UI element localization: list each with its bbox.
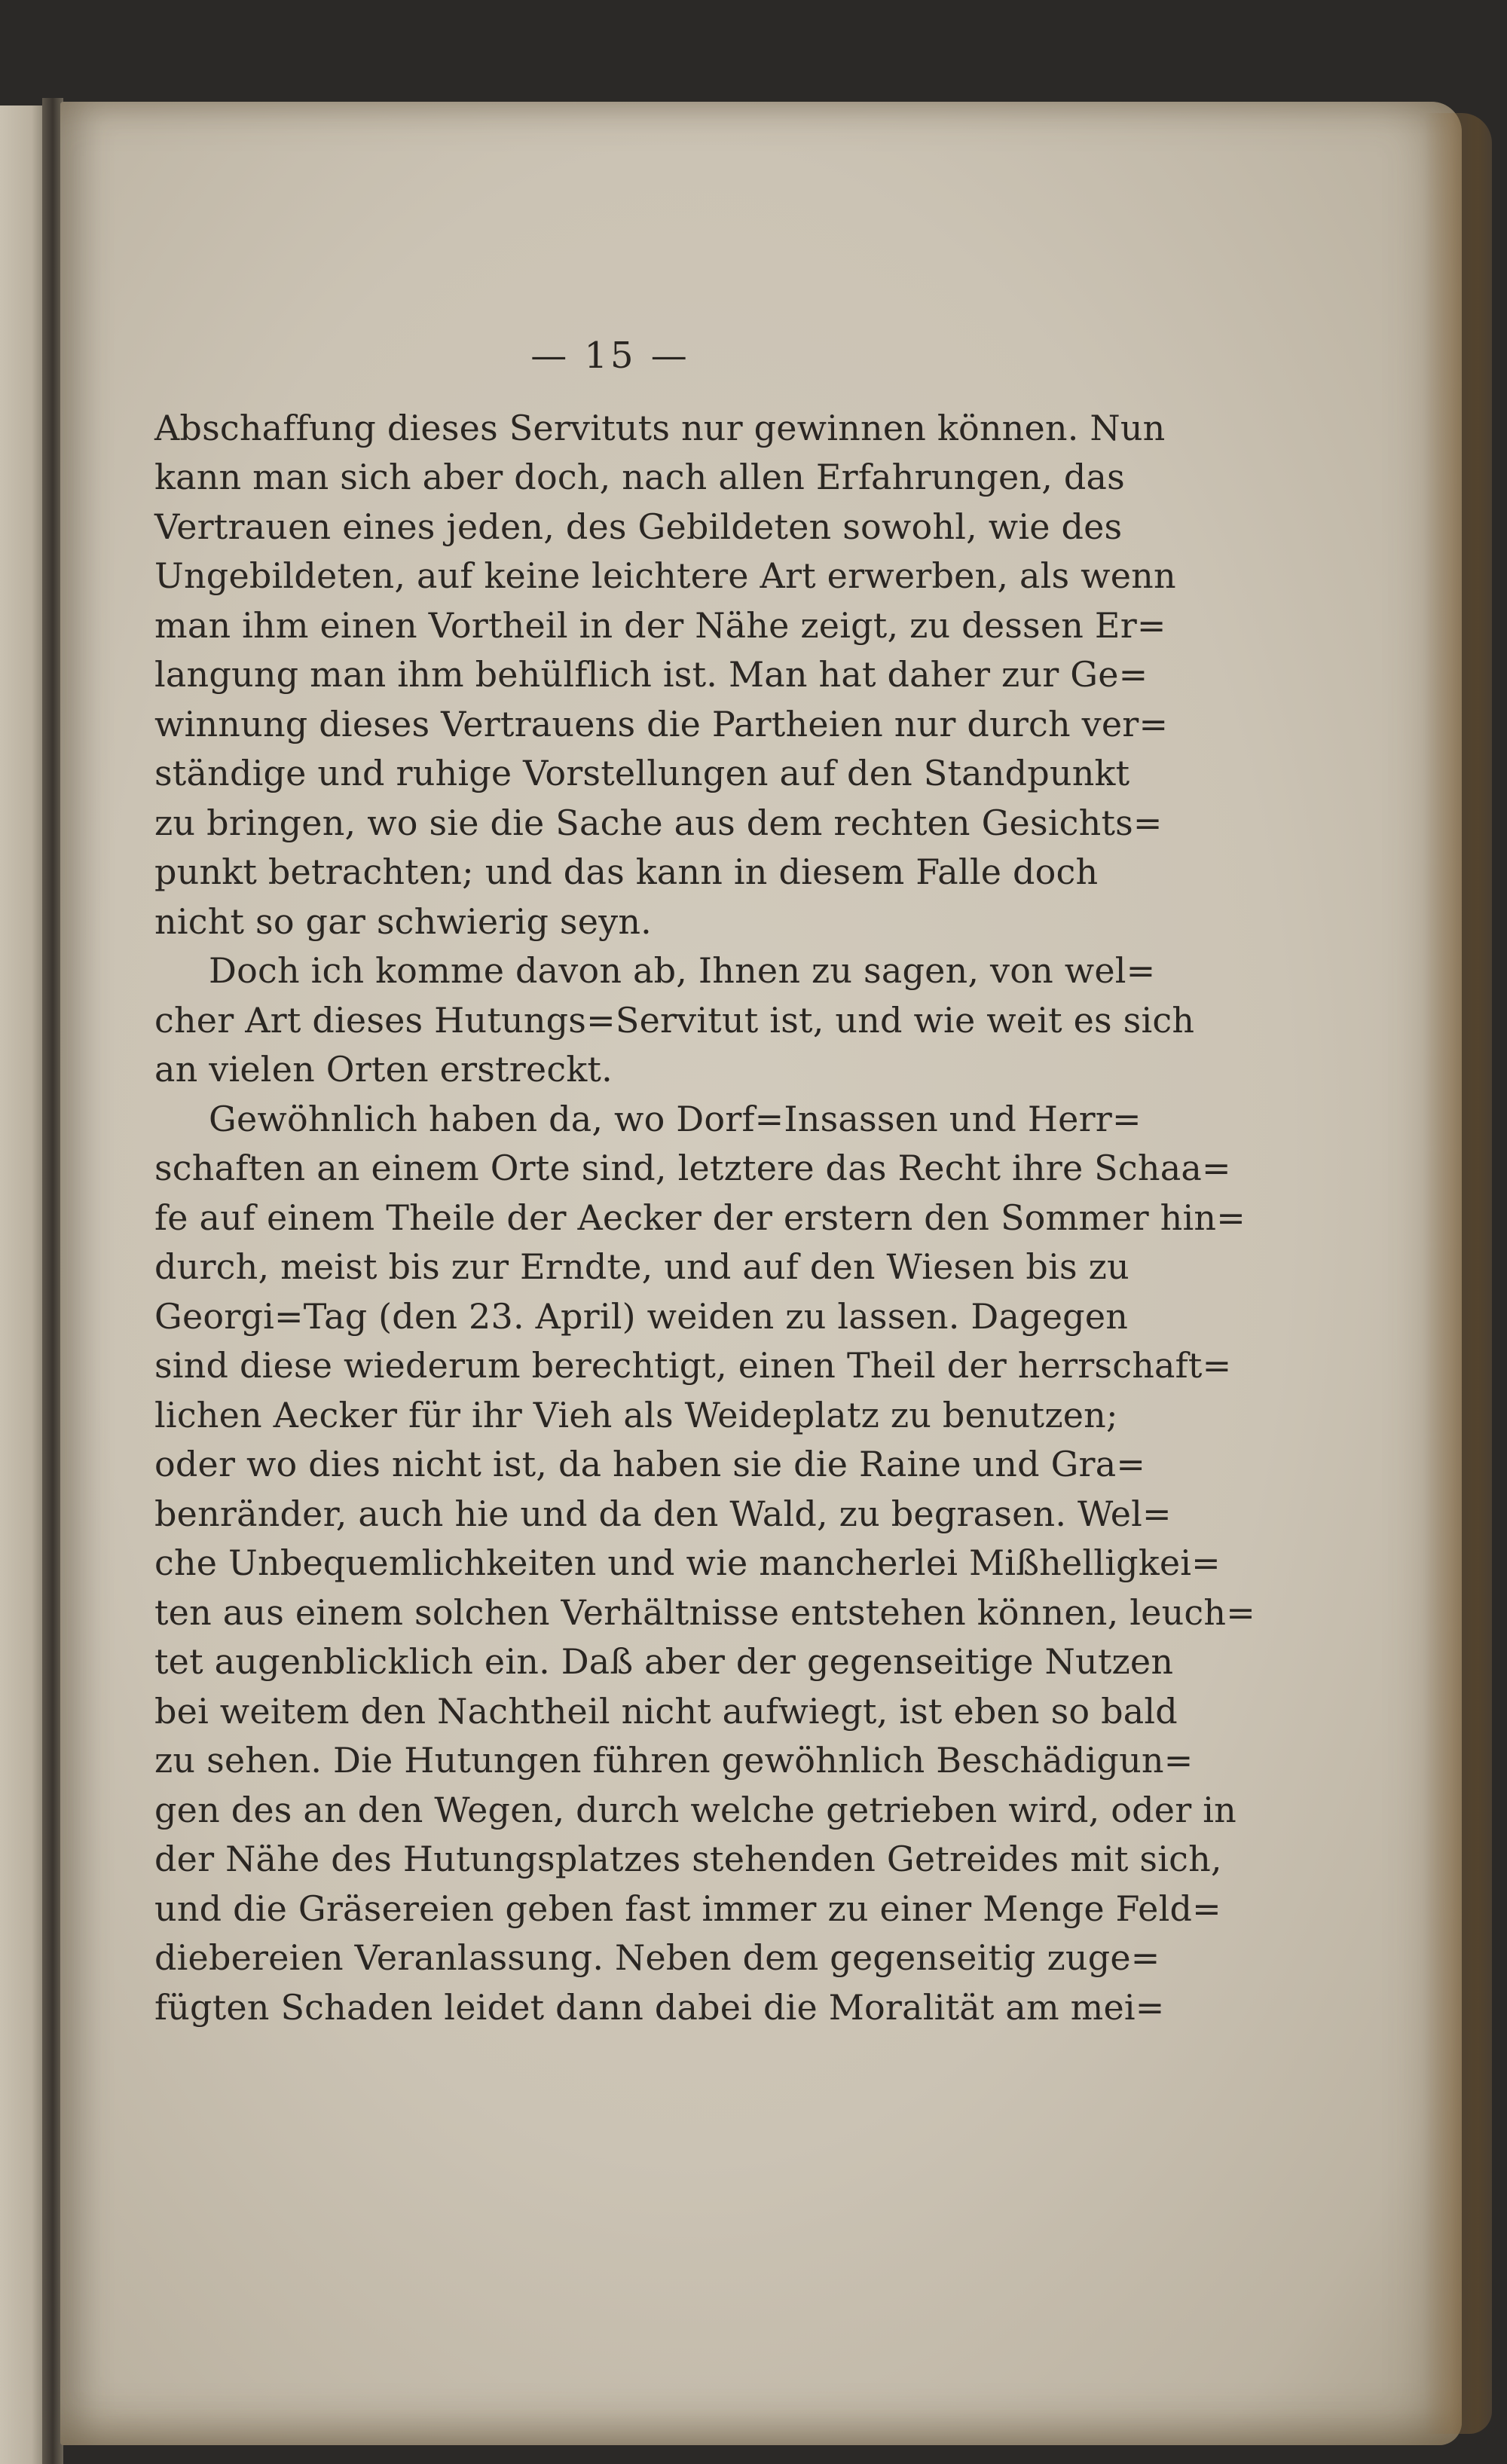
page-number: — 15 — [530,335,690,377]
text-line: oder wo dies nicht ist, da haben sie die Raine und Gra= [154,1444,1146,1484]
text-line: tet augenblicklich ein. Daß aber der gegenseitige Nutzen [154,1641,1174,1682]
text-line: diebereien Veranlassung. Neben dem gegenseitig zuge= [154,1937,1160,1978]
text-line: gen des an den Wegen, durch welche getrieben wird, oder in [154,1789,1236,1830]
text-line: lichen Aecker für ihr Vieh als Weideplatz zu benutzen; [154,1394,1118,1435]
text-line: fügten Schaden leidet dann dabei die Moralität am mei= [154,1986,1165,2028]
text-line: bei weitem den Nachtheil nicht aufwiegt, ist eben so bald [154,1690,1178,1732]
text-line: ständige und ruhige Vorstellungen auf den Standpunkt [154,753,1130,793]
text-line: an vielen Orten erstreckt. [154,1049,613,1090]
text-line: Doch ich komme davon ab, Ihnen zu sagen, von wel= [209,950,1156,991]
text-line: Georgi=Tag (den 23. April) weiden zu lassen. Dagegen [154,1295,1129,1337]
text-line: ten aus einem solchen Verhältnisse entstehen können, leuch= [154,1591,1255,1633]
text-line: schaften an einem Orte sind, letztere das Recht ihre Schaa= [154,1148,1231,1188]
text-line: zu sehen. Die Hutungen führen gewöhnlich Beschädigun= [154,1740,1194,1781]
text-line: man ihm einen Vortheil in der Nähe zeigt, zu dessen Er= [154,604,1166,646]
text-line: zu bringen, wo sie die Sache aus dem rechten Gesichts= [154,802,1163,843]
text-line: fe auf einem Theile der Aecker der erstern den Sommer hin= [154,1197,1246,1238]
text-line: cher Art dieses Hutungs=Servitut ist, und wie weit es sich [154,999,1195,1041]
previous-page-edge [0,105,45,2464]
text-line: punkt betrachten; und das kann in diesem Falle doch [154,851,1099,892]
text-line: durch, meist bis zur Erndte, und auf den Wiesen bis zu [154,1246,1129,1287]
text-lines [154,404,1255,2033]
page-text [154,332,1255,2032]
text-line: der Nähe des Hutungsplatzes stehenden Getreides mit sich, [154,1839,1222,1879]
text-line: Vertrauen eines jeden, des Gebildeten sowohl, wie des [154,506,1123,547]
text-line: und die Gräsereien geben fast immer zu einer Menge Feld= [154,1888,1221,1929]
text-line: che Unbequemlichkeiten und wie mancherlei Mißhelligkei= [154,1542,1221,1583]
text-line: benränder, auch hie und da den Wald, zu begrasen. Wel= [154,1493,1172,1534]
text-line: nicht so gar schwierig seyn. [154,900,652,942]
page-fore-edge [1424,113,1492,2434]
text-line: winnung dieses Vertrauens die Partheien nur durch ver= [154,703,1169,744]
text-line: sind diese wiederum berechtigt, einen Theil der herrschaft= [154,1345,1232,1386]
text-line: kann man sich aber doch, nach allen Erfahrungen, das [154,457,1125,497]
text-line: Abschaffung dieses Servituts nur gewinnen können. Nun [154,407,1166,448]
text-line: Ungebildeten, auf keine leichtere Art erwerben, als wenn [154,555,1176,596]
text-line: Gewöhnlich haben da, wo Dorf=Insassen und Herr= [209,1098,1142,1139]
text-line: langung man ihm behülflich ist. Man hat daher zur Ge= [154,654,1148,695]
